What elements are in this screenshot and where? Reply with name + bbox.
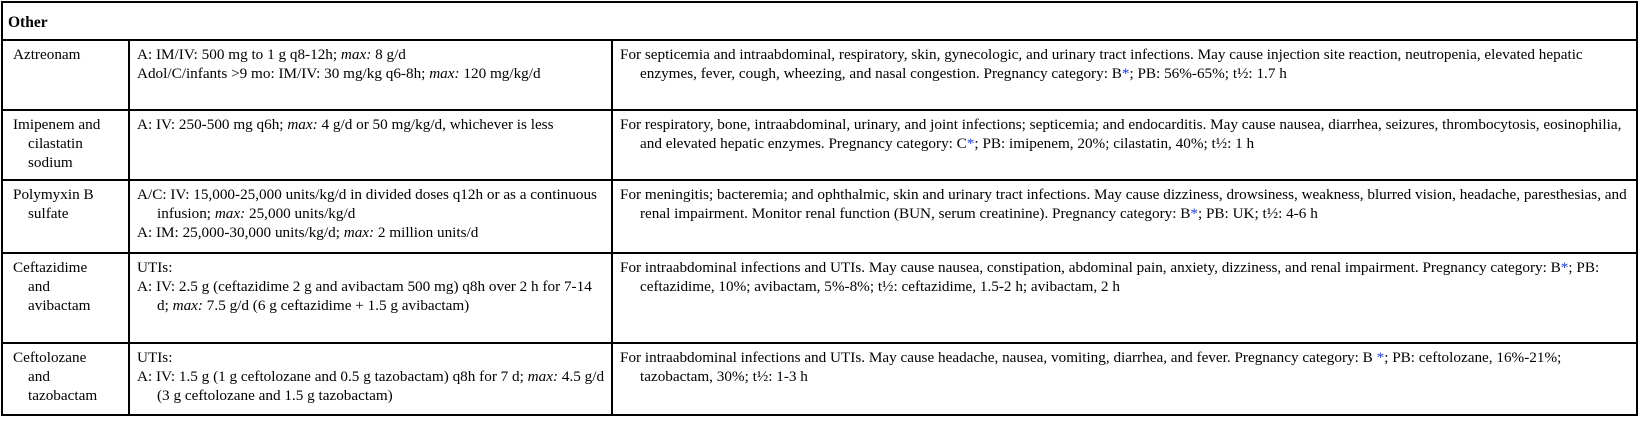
max-value: 120 mg/kg/d <box>459 65 541 82</box>
max-value: 8 g/d <box>371 46 406 63</box>
drug-name: Aztreonam <box>13 46 81 63</box>
drug-name: cilastatin <box>28 135 83 152</box>
drug-name: and <box>28 368 50 385</box>
dosage-cell <box>129 180 612 253</box>
dosage-line <box>137 367 605 405</box>
drug-name: sodium <box>28 154 73 171</box>
description-text <box>620 185 1630 223</box>
description-body: For septicemia and intraabdominal, respiratory, skin, gynecologic, and urinary tract infections. May cause injection site reaction, neutropenia, elevated hepatic enzymes, fever, cough, wheezing, and nasal congestion. Pregnancy category: B <box>620 46 1583 82</box>
description-text <box>620 258 1630 296</box>
description-cell <box>612 253 1637 343</box>
dosage-text: A: IM/IV: 500 mg to 1 g q8-12h; <box>137 46 341 63</box>
drug-name-cell <box>2 40 129 110</box>
description-cell <box>612 180 1637 253</box>
asterisk-marker: * <box>1121 65 1130 82</box>
dosage-text: A: IV: 1.5 g (1 g ceftolozane and 0.5 g tazobactam) q8h for 7 d; <box>137 368 528 385</box>
drug-name: sulfate <box>28 205 69 222</box>
drug-name: Imipenem and <box>13 116 101 133</box>
drug-name: Polymyxin B <box>13 186 94 203</box>
dosage-line <box>137 115 605 134</box>
dosage-heading: UTIs: <box>137 259 173 276</box>
drug-name: Ceftazidime <box>13 259 88 276</box>
dosage-text: Adol/C/infants >9 mo: IM/IV: 30 mg/kg q6-8h; <box>137 65 430 82</box>
dosage-line <box>137 185 605 223</box>
table-row <box>2 253 1637 343</box>
table-row <box>2 40 1637 110</box>
max-label: max: <box>343 224 375 241</box>
max-label: max: <box>172 297 203 314</box>
description-pk: ; PB: UK; t½: 4-6 h <box>1197 205 1318 222</box>
max-value: 2 million units/d <box>374 224 479 241</box>
description-pk: ; PB: ceftazidime, 10%; avibactam, 5%-8%; t½: ceftazidime, 1.5-2 h; avibactam, 2 h <box>640 259 1600 295</box>
dosage-cell <box>129 110 612 180</box>
section-header-row <box>2 2 1637 40</box>
dosage-cell <box>129 40 612 110</box>
dosage-line <box>137 45 605 64</box>
table-row <box>2 343 1637 415</box>
table-row <box>2 180 1637 253</box>
description-cell <box>612 343 1637 415</box>
dosage-text: A/C: IV: 15,000-25,000 units/kg/d in divided doses q12h or as a continuous infusion; <box>137 186 597 222</box>
drug-table <box>1 1 1638 416</box>
description-body: For meningitis; bacteremia; and ophthalmic, skin and urinary tract infections. May cause dizziness, drowsiness, weakness, blurred vision, headache, paresthesias, and renal impairment. Monitor renal function (BUN, serum creatinine). Pregnancy category: B <box>620 186 1627 222</box>
max-label: max: <box>527 368 559 385</box>
description-body: For intraabdominal infections and UTIs. May cause nausea, constipation, abdominal pain, anxiety, dizziness, and renal impairment. Pregnancy category: B <box>620 259 1561 276</box>
asterisk-marker: * <box>1376 349 1385 366</box>
dosage-text: A: IV: 250-500 mg q6h; <box>137 116 288 133</box>
description-text <box>620 348 1630 386</box>
asterisk-marker: * <box>966 135 975 152</box>
max-label: max: <box>214 205 246 222</box>
drug-name-cell <box>2 343 129 415</box>
drug-name: and <box>28 278 50 295</box>
drug-name-cell <box>2 110 129 180</box>
drug-name-cell <box>2 180 129 253</box>
dosage-cell <box>129 343 612 415</box>
description-cell <box>612 110 1637 180</box>
max-label: max: <box>429 65 460 82</box>
asterisk-marker: * <box>1560 259 1569 276</box>
description-pk: ; PB: ceftolozane, 16%-21%; tazobactam, 30%; t½: 1-3 h <box>640 349 1562 385</box>
max-value: 4 g/d or 50 mg/kg/d, whichever is less <box>317 116 554 133</box>
description-cell <box>612 40 1637 110</box>
description-body: For respiratory, bone, intraabdominal, urinary, and joint infections; septicemia; and endocarditis. May cause nausea, diarrhea, seizures, thrombocytosis, eosinophilia, and elevated hepatic enzymes. Pregnancy category: C <box>620 116 1622 152</box>
max-label: max: <box>287 116 318 133</box>
dosage-cell <box>129 253 612 343</box>
dosage-line <box>137 64 605 83</box>
description-pk: ; PB: imipenem, 20%; cilastatin, 40%; t½: 1 h <box>974 135 1255 152</box>
max-value: 25,000 units/kg/d <box>245 205 356 222</box>
max-value: 7.5 g/d (6 g ceftazidime + 1.5 g avibactam) <box>203 297 470 314</box>
asterisk-marker: * <box>1190 205 1198 222</box>
drug-name-cell <box>2 253 129 343</box>
description-text <box>620 115 1630 153</box>
max-value: 4.5 g/d (3 g ceftolozane and 1.5 g tazobactam) <box>157 368 605 404</box>
section-title: Other <box>2 2 1637 40</box>
dosage-line <box>137 277 605 315</box>
dosage-heading: UTIs: <box>137 349 173 366</box>
dosage-text: A: IV: 2.5 g (ceftazidime 2 g and avibactam 500 mg) q8h over 2 h for 7-14 d; <box>137 278 592 314</box>
dosage-line <box>137 223 605 242</box>
description-text <box>620 45 1630 83</box>
dosage-text: A: IM: 25,000-30,000 units/kg/d; <box>137 224 344 241</box>
drug-name: tazobactam <box>28 387 98 404</box>
drug-name: avibactam <box>28 297 91 314</box>
description-pk: ; PB: 56%-65%; t½: 1.7 h <box>1129 65 1287 82</box>
description-body: For intraabdominal infections and UTIs. May cause headache, nausea, vomiting, diarrhea, and fever. Pregnancy category: B <box>620 349 1377 366</box>
drug-name: Ceftolozane <box>13 349 87 366</box>
max-label: max: <box>340 46 372 63</box>
table-row <box>2 110 1637 180</box>
